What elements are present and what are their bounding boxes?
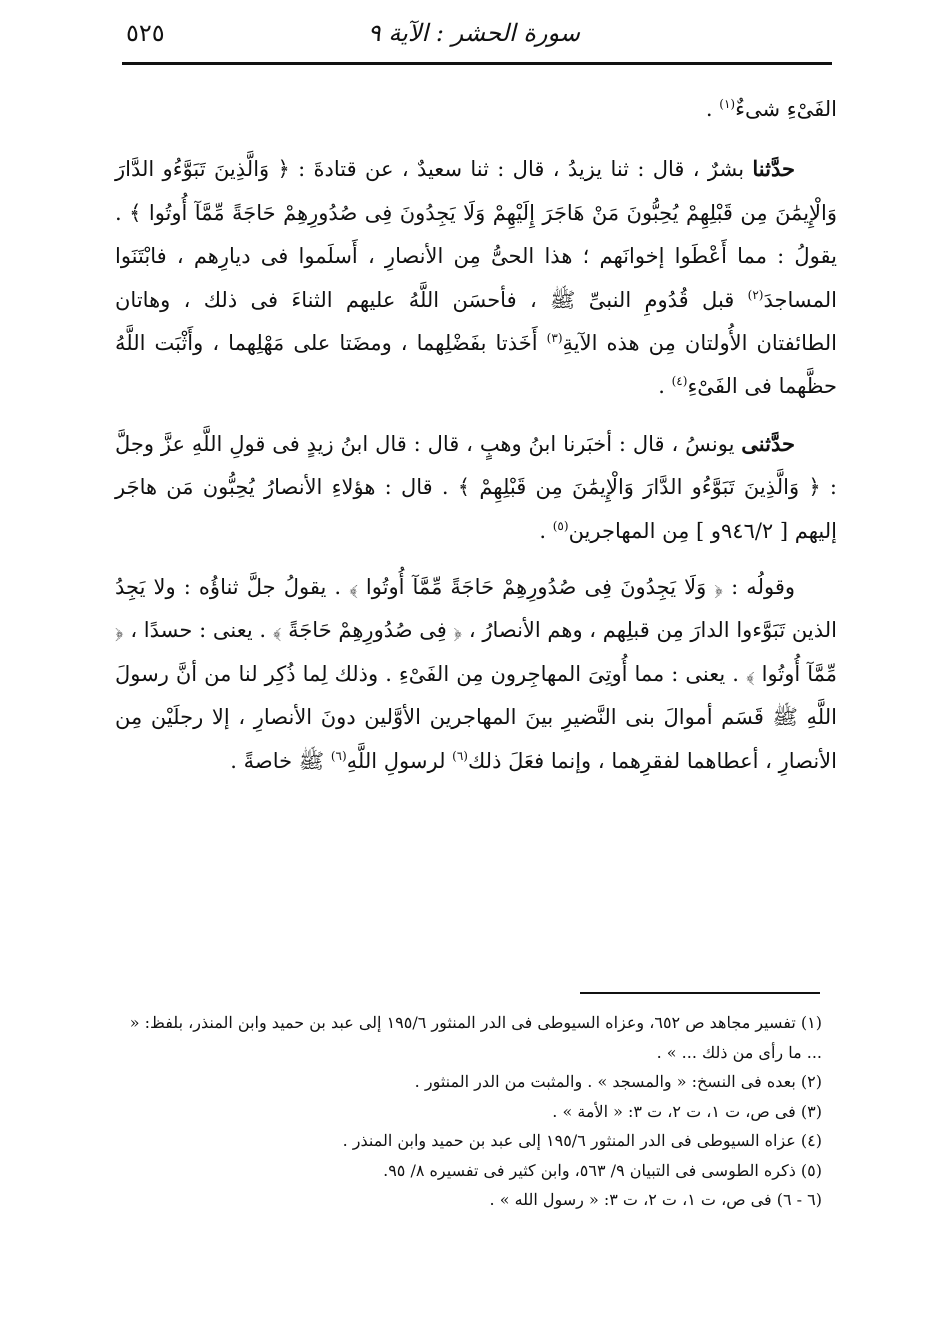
footnote-2: (٢) بعده فى النسخ: « والمسجد » . والمثبت من الدر المنثور . [414,1072,822,1091]
footnote-marker: (٣) [546,331,563,346]
paragraph-3 [115,422,837,553]
main-text [115,88,837,796]
footnotes [110,1008,822,1215]
footnote-marker: (٦) [452,748,468,763]
footnote-marker: (٦) [330,748,347,763]
running-title: سورة الحشر : الآية ٩ [367,19,580,47]
page-number: ٥٢٥ [126,19,165,47]
isnad-lead: حدَّثنا [752,156,795,182]
footnote-1: (١) تفسير مجاهد ص ٦٥٢، وعزاه السيوطى فى الدر المنثور ١٩٥/٦ إلى عبد بن حميد وابن المنذر، بلفظ: « ... ما رأى من ذلك ... » . [129,1013,822,1062]
paragraph-text: يونسُ ، قال : أخبَرنا ابنُ وهبٍ ، قال : قال ابنُ زيدٍ فى قولِ اللَّهِ عزَّ وجلَّ : ﴿ وَالَّذِينَ تَبَوَّءُو الدَّارَ وَالْإِيمَٰنَ مِن قَبْلِهِمْ ﴾ . قال : هؤلاءِ الأنصارُ يُحِبُّون مَن هاجَر إليهم [ ٩٤٦/٢و ] مِن المهاجرين [115,431,837,543]
paragraph-text: وقولُه : ﴿ وَلَا يَجِدُونَ فِى صُدُورِهِمْ حَاجَةً مِّمَّآ أُوتُوا ﴾ . يقولُ جلَّ ثناؤُه : ولا يَجِدُ الذين تَبَوَّءوا الدارَ مِن قبلِهم ، وهم الأنصارُ ، ﴿ فِى صُدُورِهِمْ حَاجَةً ﴾ . يعنى : حسدًا ، ﴿ مِّمَّآ أُوتُوا ﴾ . يعنى : مما أُوتِىَ المهاجِرون مِن الفَىْءِ . وذلك لِما ذُكِر لنا من أنَّ رسولَ اللَّهِ ﷺ قَسَم أموالَ بنى النَّضيرِ بينَ المهاجرين الأوَّلين دونَ الأنصارِ ، إلا رجلَيْن مِن الأنصارِ ، أعطاهما لفقرِهما ، وإنما فعَلَ ذلك [115,575,837,773]
paragraph-text: بشرٌ ، قال : ثنا يزيدُ ، قال : ثنا سعيدٌ ، عن قتادةَ : ﴿ وَالَّذِينَ تَبَوَّءُو الدَّارَ وَالْإِيمَٰنَ مِن قَبْلِهِمْ يُحِبُّونَ مَنْ هَاجَرَ إِلَيْهِمْ وَلَا يَجِدُونَ فِى صُدُورِهِمْ حَاجَةً مِّمَّآ أُوتُوا ﴾ . يقولُ : مما أَعْطَوا إخوانَهم ؛ هذا الحىُّ مِن الأنصارِ ، أَسلَموا فى ديارِهم ، فابْتَنَوا المساجدَ [115,157,837,312]
footnote-3: (٣) فى ص، ت ١، ت ٢، ت ٣: « الأمة » . [552,1101,822,1121]
footnote-4: (٤) عزاه السيوطى فى الدر المنثور ١٩٥/٦ إلى عبد بن حميد وابن المنذر . [342,1131,822,1150]
header-rule [122,62,832,65]
paragraph-1 [115,88,837,131]
footnote-separator [580,992,820,994]
paragraph-tail: . [539,518,553,543]
paragraph-text-cont: لرسولِ اللَّهِ [346,748,453,773]
footnote-marker: (٢) [747,287,764,302]
isnad-lead: حدَّثنى [741,430,795,456]
paragraph-text-cont: قبل قُدُومِ النبىِّ ﷺ ، فأحسَن اللَّهُ عليهم الثناءَ فى ذلك ، وهاتان الطائفتان الأُولتان مِن هذه الآيةِ [115,287,837,356]
paragraph-text: الفَىْءِ شىءٌ [735,97,837,121]
footnote-marker: (١) [719,97,736,111]
paragraph-tail: ﷺ خاصةً . [230,748,331,773]
footnote-5: (٥) ذكره الطوسى فى التبيان ٩/ ٥٦٣، وابن كثير فى تفسيره ٨/ ٩٥. [383,1160,822,1180]
paragraph-tail: . [658,374,672,399]
footnote-marker: (٤) [671,374,688,389]
footnote-6: (٦ - ٦) فى ص، ت ١، ت ٢، ت ٣: « رسول الله » . [489,1190,822,1209]
page-header [120,8,830,58]
footnote-marker: (٥) [552,518,569,533]
paragraph-4 [115,566,837,783]
paragraph-text-cont: أَخَذتا بفَضْلِهما ، ومضَتا على مَهْلِهما ، وأَثْبَت اللَّهُ حظَّهما فى الفَىْءِ [115,331,837,399]
paragraph-tail: . [705,97,720,121]
paragraph-2 [115,147,837,408]
